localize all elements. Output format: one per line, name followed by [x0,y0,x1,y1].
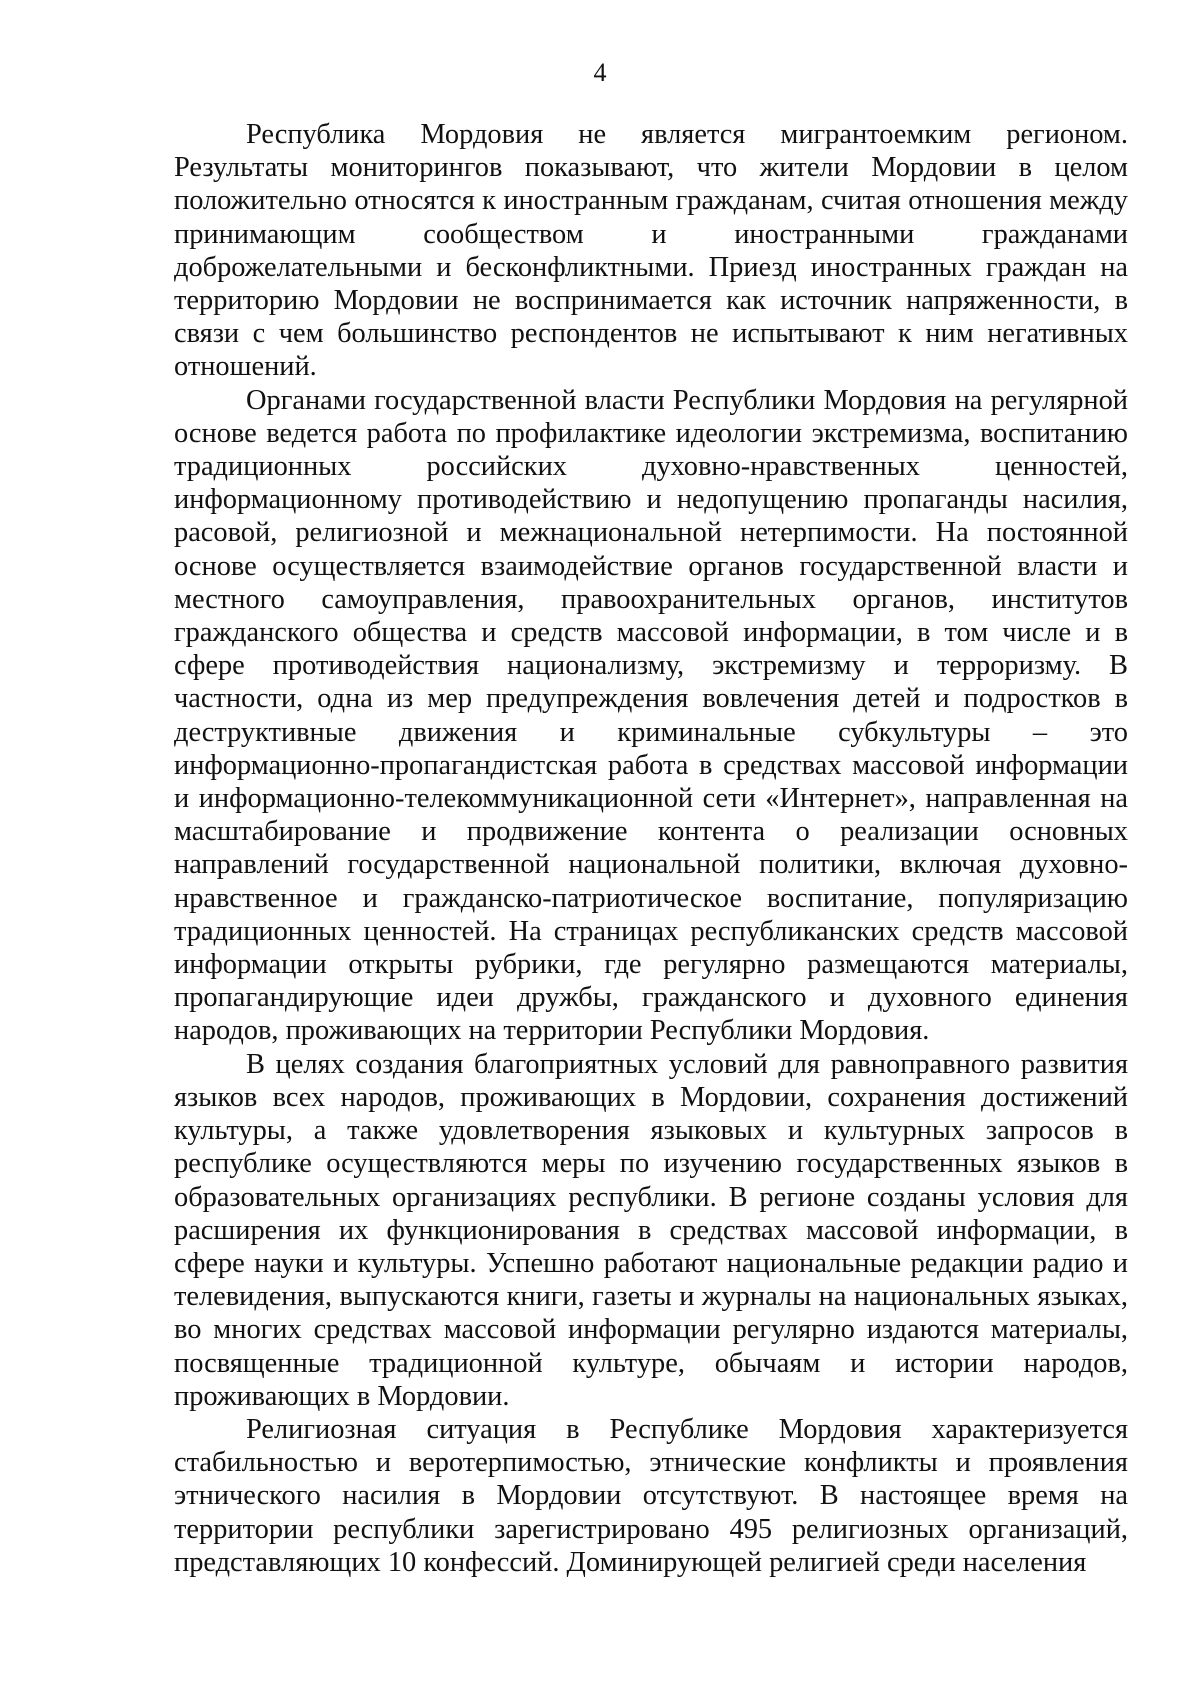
document-body [174,118,1128,1579]
paragraph-languages-culture: В целях создания благоприятных условий для равноправного развития языков всех народов, проживающих в Мордовии, сохранения достижений культуры, а также удовлетворения языковых и культурных запросов в республике осуществляются меры по изучению государственных языков в образовательных организациях республики. В регионе созданы условия для расширения их функционирования в средствах массовой информации, в сфере науки и культуры. Успешно работают национальные редакции радио и телевидения, выпускаются книги, газеты и журналы на национальных языках, во многих средствах массовой информации регулярно издаются материалы, посвященные традиционной культуре, обычаям и истории народов, проживающих в Мордовии. [174,1048,1128,1412]
paragraph-migration: Республика Мордовия не является мигрантоемким регионом. Результаты мониторингов показывают, что жители Мордовии в целом положительно относятся к иностранным гражданам, считая отношения между принимающим сообществом и иностранными гражданами доброжелательными и бесконфликтными. Приезд иностранных граждан на территорию Мордовии не воспринимается как источник напряженности, в связи с чем большинство респондентов не испытывают к ним негативных отношений. [174,119,1128,383]
page-number: 4 [593,58,607,87]
paragraph-extremism-prevention: Органами государственной власти Республики Мордовия на регулярной основе ведется работа по профилактике идеологии экстремизма, воспитанию традиционных российских духовно-нравственных ценностей, информационному противодействию и недопущению пропаганды насилия, расовой, религиозной и межнациональной нетерпимости. На постоянной основе осуществляется взаимодействие органов государственной власти и местного самоуправления, правоохранительных органов, институтов гражданского общества и средств массовой информации, в том числе и в сфере противодействия национализму, экстремизму и терроризму. В частности, одна из мер предупреждения вовлечения детей и подростков в деструктивные движения и криминальные субкультуры – это информационно-пропагандистская работа в средствах массовой информации и информационно-телекоммуникационной сети «Интернет», направленная на масштабирование и продвижение контента о реализации основных направлений государственной национальной политики, включая духовно-нравственное и гражданско-патриотическое воспитание, популяризацию традиционных ценностей. На страницах республиканских средств массовой информации открыты рубрики, где регулярно размещаются материалы, пропагандирующие идеи дружбы, гражданского и духовного единения народов, проживающих на территории Республики Мордовия. [174,384,1128,1047]
paragraph-religious-situation: Религиозная ситуация в Республике Мордовия характеризуется стабильностью и веротерпимостью, этнические конфликты и проявления этнического насилия в Мордовии отсутствуют. В настоящее время на территории республики зарегистрировано 495 религиозных организаций, представляющих 10 конфессий. Доминирующей религией среди населения [174,1413,1128,1578]
